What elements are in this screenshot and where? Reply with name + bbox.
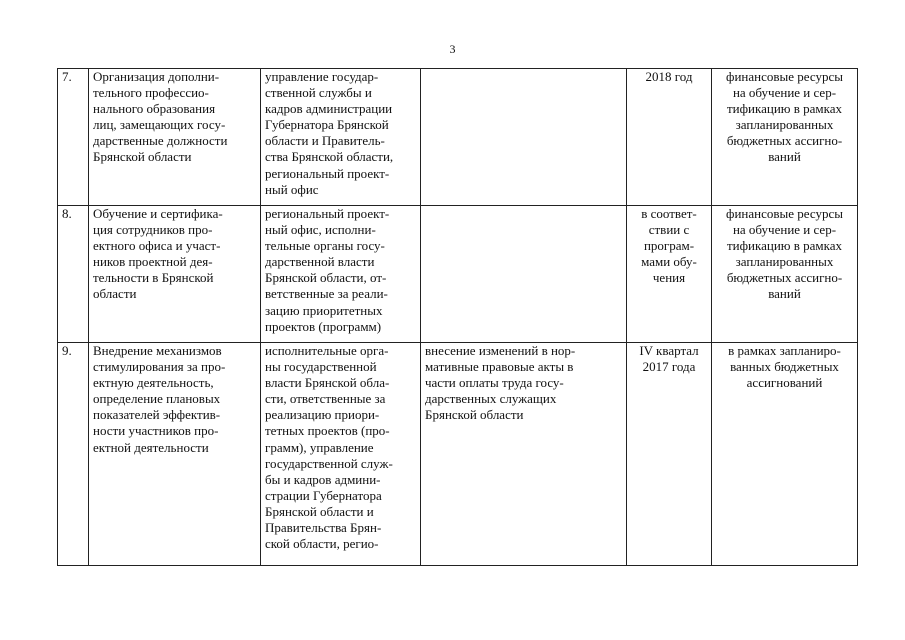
- table-row: [58, 343, 858, 566]
- responsible-executors: управление государ- ственной службы и кадров администрации Губернатора Брянской области и Правитель- ства Брянской области, региональный проект- ный офис: [261, 69, 421, 206]
- row-number: 8.: [58, 206, 89, 343]
- deadline: 2018 год: [627, 69, 712, 206]
- page-number: 3: [449, 42, 456, 56]
- plan-table: [57, 68, 858, 566]
- responsible-executors: исполнительные орга- ны государственной власти Брянской обла- сти, ответственные за реализацию приори- тетных проектов (про- грамм), управление государственной служ- бы и кадров админи- страции Губернатора Брянской области и Правительства Брян- ской области, регио-: [261, 343, 421, 566]
- funding-source: финансовые ресурсы на обучение и сер- тификацию в рамках запланированных бюджетных ассигно- ваний: [712, 206, 858, 343]
- expected-result: [421, 69, 627, 206]
- row-number: 9.: [58, 343, 89, 566]
- table-row: [58, 69, 858, 206]
- table-row: [58, 206, 858, 343]
- expected-result: внесение изменений в нор- мативные правовые акты в части оплаты труда госу- дарственных служащих Брянской области: [421, 343, 627, 566]
- expected-result: [421, 206, 627, 343]
- row-number: 7.: [58, 69, 89, 206]
- responsible-executors: региональный проект- ный офис, исполни- тельные органы госу- дарственной власти Брянской области, от- ветственные за реали- зацию приоритетных проектов (программ): [261, 206, 421, 343]
- funding-source: финансовые ресурсы на обучение и сер- тификацию в рамках запланированных бюджетных ассигно- ваний: [712, 69, 858, 206]
- deadline: в соответ- ствии с програм- мами обу- чения: [627, 206, 712, 343]
- funding-source: в рамках запланиро- ванных бюджетных ассигнований: [712, 343, 858, 566]
- deadline: IV квартал 2017 года: [627, 343, 712, 566]
- activity-name: Внедрение механизмов стимулирования за про- ектную деятельность, определение плановых показателей эффектив- ности участников про- ектной деятельности: [89, 343, 261, 566]
- activity-name: Обучение и сертифика- ция сотрудников про- ектного офиса и участ- ников проектной дея- тельности в Брянской области: [89, 206, 261, 343]
- activity-name: Организация дополни- тельного профессио- нального образования лиц, замещающих госу- дарственные должности Брянской области: [89, 69, 261, 206]
